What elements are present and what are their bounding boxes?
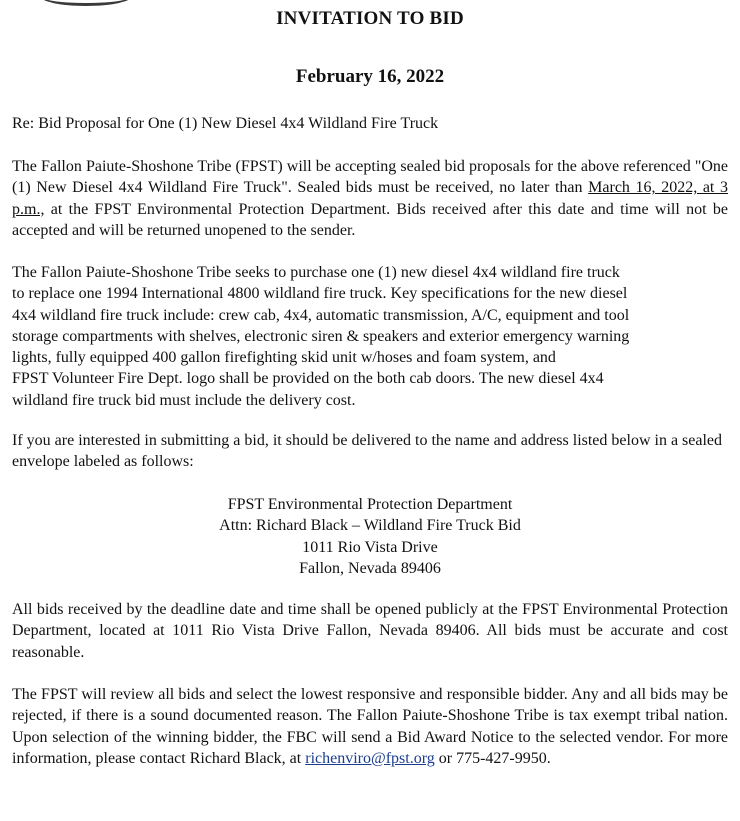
spec-line: storage compartments with shelves, electronic siren & speakers and exterior emergency warning: [12, 327, 630, 345]
spec-line: The Fallon Paiute-Shoshone Tribe seeks to purchase one (1) new diesel 4x4 wildland fire truck: [12, 264, 620, 281]
document-title: INVITATION TO BID: [276, 8, 464, 29]
address-department: FPST Environmental Protection Department: [227, 496, 513, 513]
paragraph-submission-instructions: If you are interested in submitting a bid, it should be delivered to the name and address listed below in a sealed envelope labeled as follows:: [12, 432, 723, 471]
document-date: February 16, 2022: [295, 66, 445, 87]
paragraph-bid-review-body: The FPST will review all bids and select the lowest responsive and responsible bidder. Any and all bids may be rejected, if there is a sound documented reason. The Fallon Paiute-Shoshone Tribe is tax exempt tribal nation. Upon selection of the winning bidder, the FBC will send a Bid Award Notice to the selected vendor. For more information, please contact Richard Black, at: [12, 686, 728, 767]
mailing-address-block: [0, 494, 740, 579]
spec-line: 4x4 wildland fire truck include: crew cab, 4x4, automatic transmission, A/C, equipment and tool: [12, 306, 630, 324]
address-attention: Attn: Richard Black – Wildland Fire Truck Bid: [219, 517, 521, 535]
paragraph-bid-opening: All bids received by the deadline date and time shall be opened publicly at the FPST Environmental Protection Department, located at 1011 Rio Vista Drive Fallon, Nevada 89406. All bids must be accurate and cost reasonable.: [12, 601, 728, 661]
paragraph-sealed-bids-intro: The Fallon Paiute-Shoshone Tribe (FPST) will be accepting sealed bid proposals for the above referenced "One (1) New Diesel 4x4 Wildland Fire Truck". Sealed bids must be received, no later than: [12, 158, 728, 197]
spec-line: wildland fire truck bid must include the delivery cost.: [12, 391, 356, 409]
contact-phone-text: or 775-427-9950.: [434, 749, 551, 767]
address-street: 1011 Rio Vista Drive: [302, 538, 438, 556]
spec-line: FPST Volunteer Fire Dept. logo shall be provided on the both cab doors. The new diesel 4x4: [12, 370, 604, 388]
paragraph-sealed-bids: [12, 156, 728, 241]
spec-line: lights, fully equipped 400 gallon firefighting skid unit w/hoses and foam system, and: [12, 349, 556, 367]
paragraph-specifications: [12, 262, 728, 411]
re-line: Re: Bid Proposal for One (1) New Diesel 4x4 Wildland Fire Truck: [12, 115, 439, 132]
address-city-state-zip: Fallon, Nevada 89406: [299, 559, 441, 577]
paragraph-bid-review: [12, 684, 728, 769]
contact-email-link[interactable]: richenviro@fpst.org: [305, 749, 435, 767]
paragraph-sealed-bids-outro: at the FPST Environmental Protection Department. Bids received after this date and time will not be accepted and will be returned unopened to the sender.: [12, 200, 728, 239]
letterhead-logo-fragment: [40, 0, 132, 6]
bid-deadline: March 16, 2022, at 3 p.m.,: [12, 179, 728, 218]
spec-line: to replace one 1994 International 4800 wildland fire truck. Key specifications for the new diesel: [12, 285, 628, 303]
